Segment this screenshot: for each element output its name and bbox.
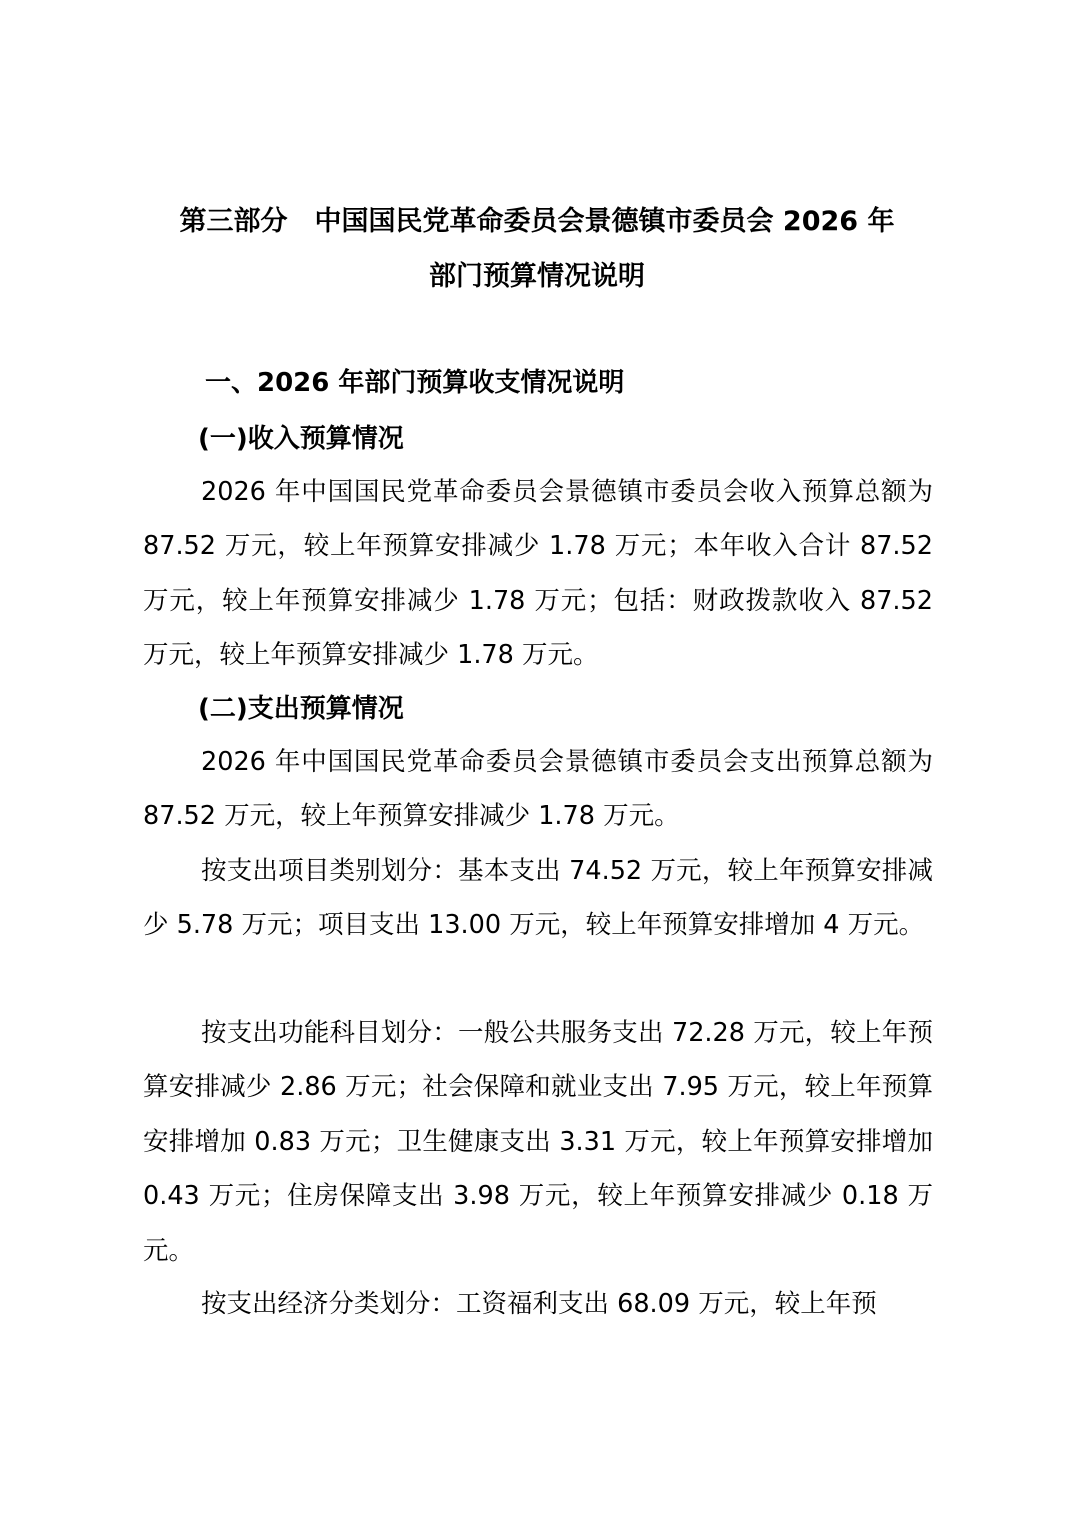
paragraph-expenditure-by-economic: 按支出经济分类划分：工资福利支出 68.09 万元，较上年预 [201, 1289, 877, 1319]
sub-heading-income: (一)收入预算情况 [198, 424, 404, 454]
paragraph-income: 2026 年中国国民党革命委员会景德镇市委员会收入预算总额为 87.52 万元，较上年预算安排减少 1.78 万元；本年收入合计 87.52 万元，较上年预算安排减少 1.78 万元；包括：财政拨款收入 87.52 万元，较上年预算安排减少 1.78 万元。 [143, 477, 933, 671]
page-title-line-1: 第三部分 中国国民党革命委员会景德镇市委员会 2026 年 [179, 206, 895, 237]
paragraph-expenditure-total: 2026 年中国国民党革命委员会景德镇市委员会支出预算总额为 87.52 万元，较上年预算安排减少 1.78 万元。 [143, 747, 933, 832]
paragraph-expenditure-by-function: 按支出功能科目划分：一般公共服务支出 72.28 万元，较上年预算安排减少 2.86 万元；社会保障和就业支出 7.95 万元，较上年预算安排增加 0.83 万元；卫生健康支出 3.31 万元，较上年预算安排增加 0.43 万元；住房保障支出 3.98 万元，较上年预算安排减少 0.18 万元。 [143, 1018, 933, 1266]
sub-heading-expenditure: (二)支出预算情况 [198, 694, 404, 724]
section-heading-budget-overview: 一、2026 年部门预算收支情况说明 [205, 368, 625, 398]
paragraph-expenditure-by-project: 按支出项目类别划分：基本支出 74.52 万元，较上年预算安排减少 5.78 万元；项目支出 13.00 万元，较上年预算安排增加 4 万元。 [143, 856, 933, 941]
page-title-line-2: 部门预算情况说明 [429, 261, 645, 292]
